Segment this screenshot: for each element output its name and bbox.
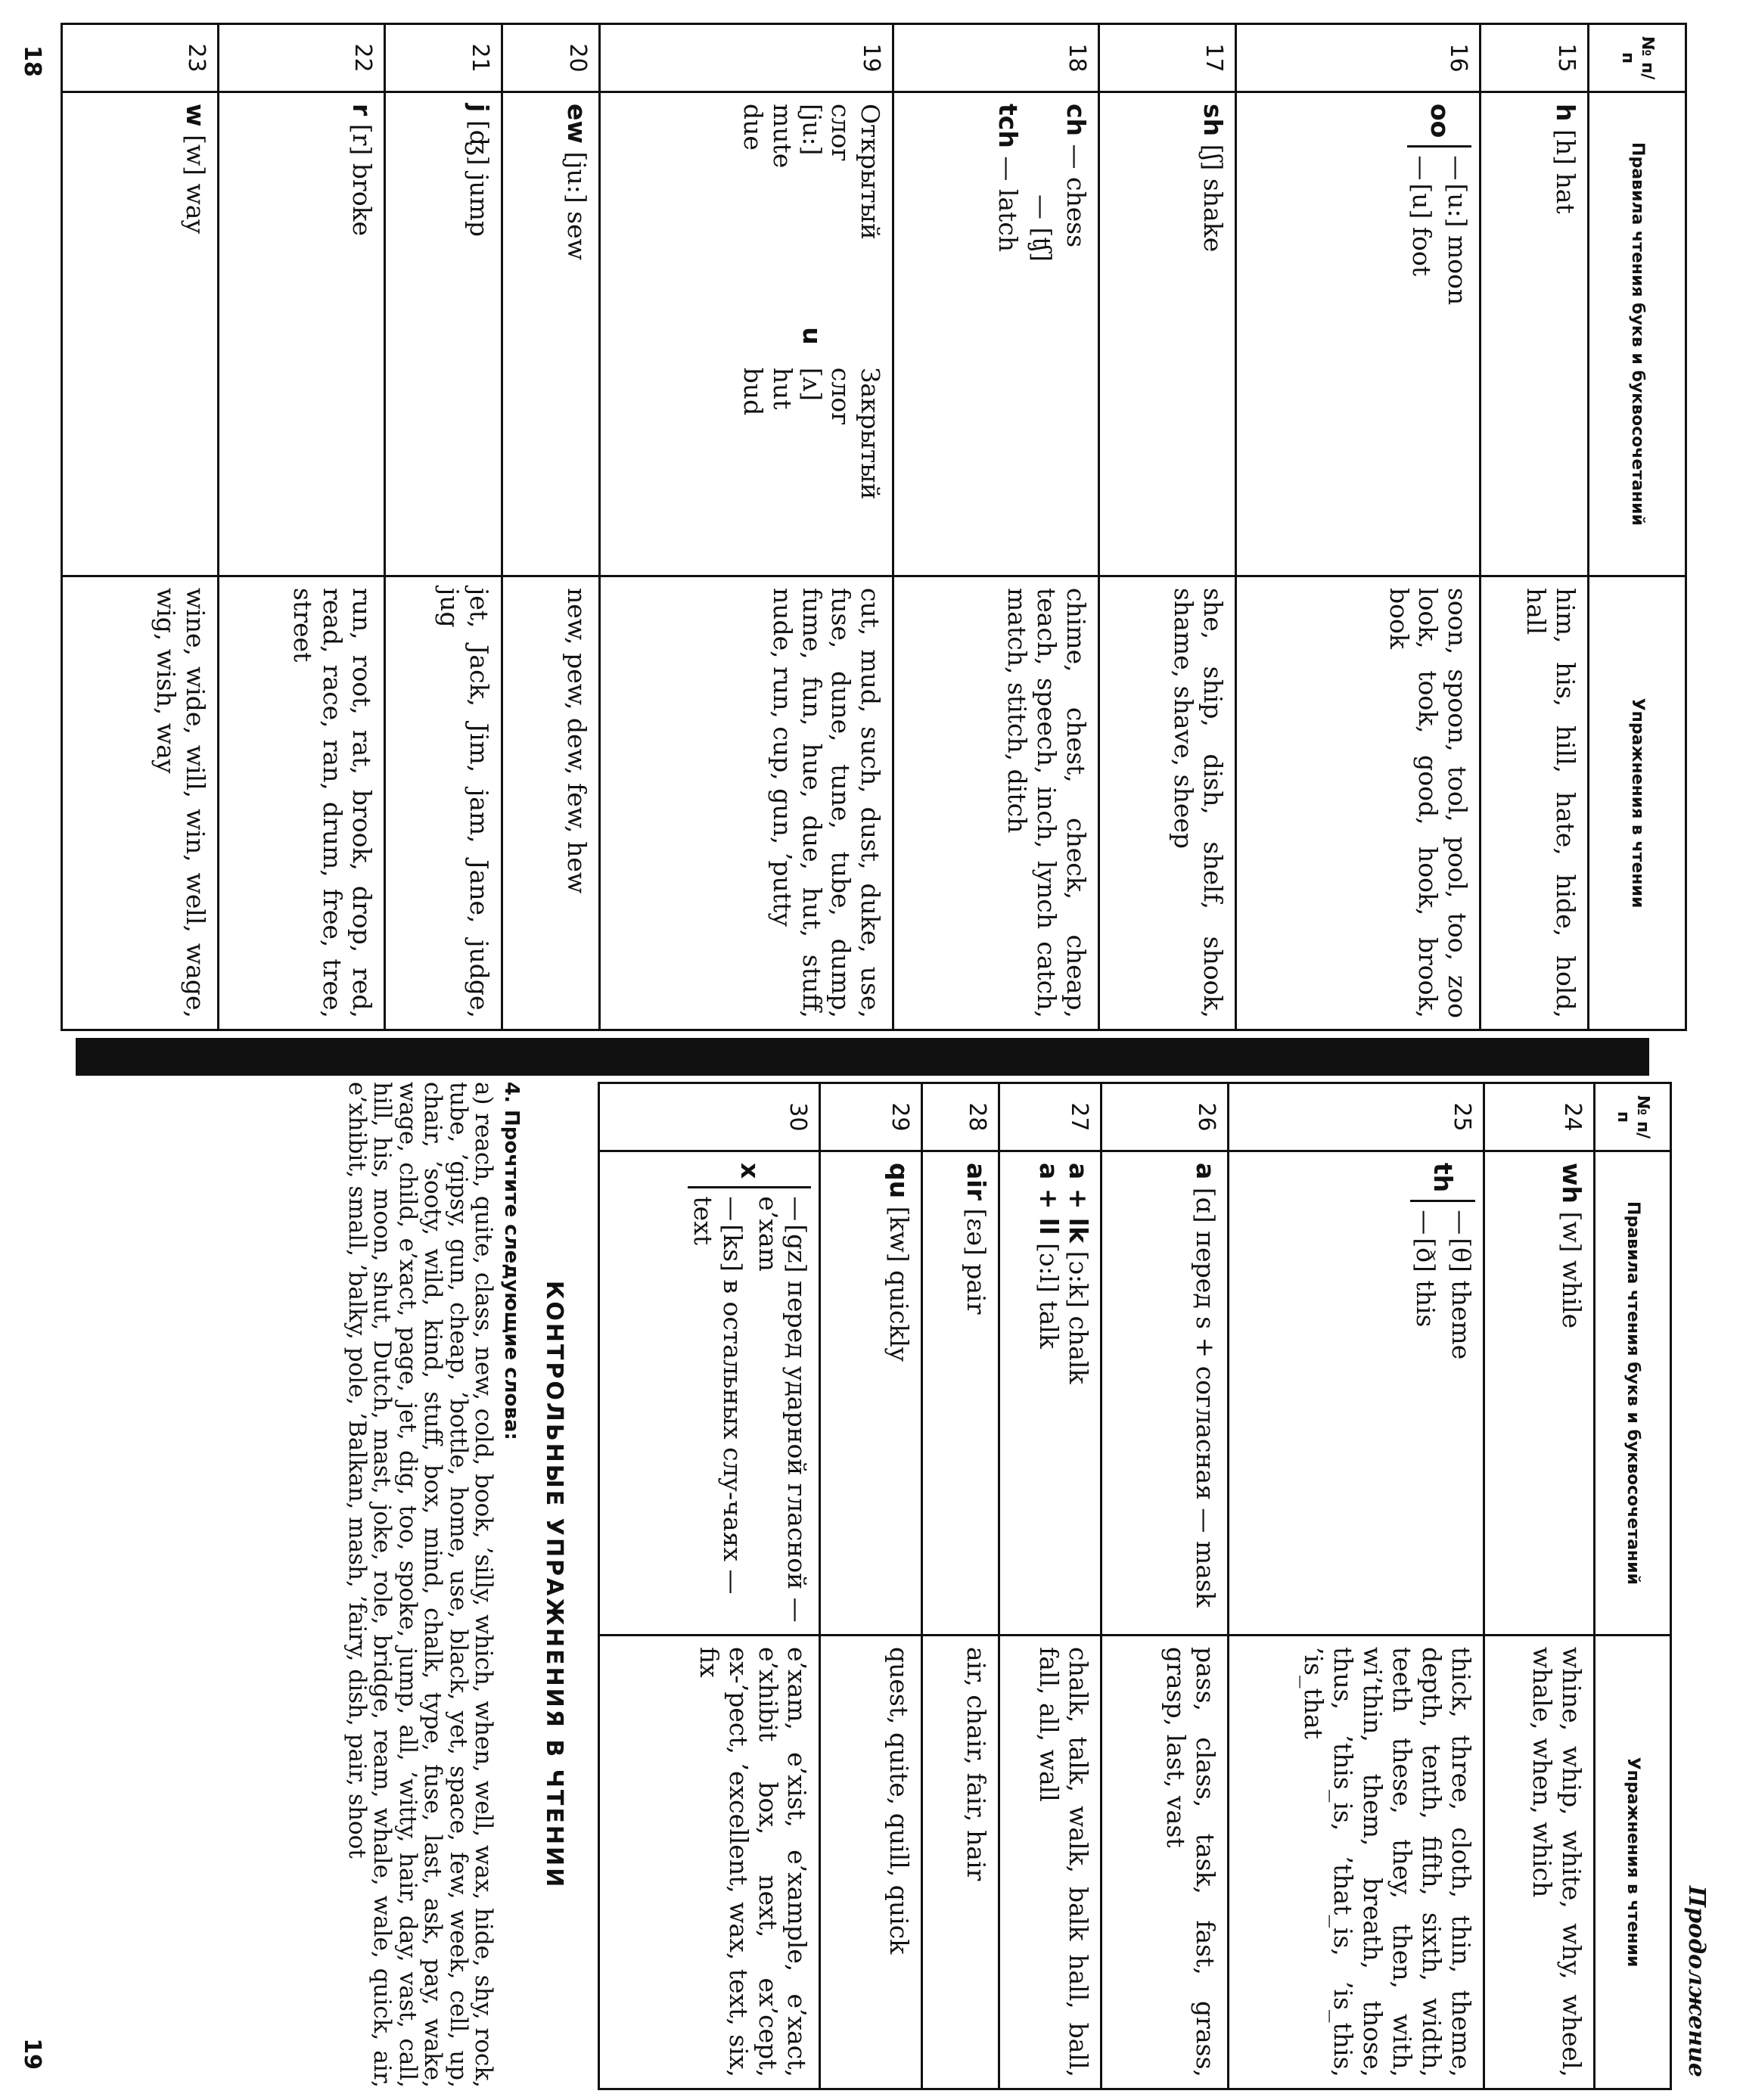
rule-text: [ɔ:l] talk (1033, 1243, 1064, 1349)
letter: r (346, 104, 377, 116)
table-header-row (1588, 24, 1686, 1030)
examples-cell: chime, chest, check, cheap, teach, speech, inch, lynch catch, match, stitch, ditch (893, 576, 1099, 1030)
row-number: 24 (1484, 1083, 1594, 1151)
table-row (820, 1083, 922, 2089)
rule-text: [ʤ] jump (465, 120, 495, 238)
row-number: 28 (922, 1083, 999, 1151)
branch-diagram (1407, 104, 1472, 305)
table-row (600, 24, 893, 1030)
row-number: 22 (219, 24, 385, 92)
letter: ch (1061, 104, 1092, 137)
page-18 (0, 0, 1740, 1036)
table-row (1484, 1083, 1594, 2089)
table-row (922, 1083, 999, 2089)
branch-item: — [ks] в остальных слу-чаях — text (688, 1196, 747, 1623)
row-number: 23 (62, 24, 219, 92)
table-header-row (1594, 1083, 1670, 2089)
rule-cell (219, 92, 385, 576)
examples-cell: wine, wide, will, win, well, wage, wig, wish, way (62, 576, 219, 1030)
page-number: 18 (19, 45, 45, 77)
header-rules: Правила чтения букв и буквосочетаний (1588, 92, 1686, 576)
rule-text: [h] hat (1550, 129, 1580, 214)
row-number: 29 (820, 1083, 922, 1151)
table-row (893, 24, 1099, 1030)
rule-text: latch (993, 188, 1024, 253)
letter: a + lk (1063, 1163, 1093, 1244)
examples-cell: cut, mud, such, dust, duke, use, fuse, dune, tune, tube, dump, fume, fun, hue, due, hut, stuff, nude, run, cup, gun, ’putty (600, 576, 893, 1030)
syllable-item: [ju:] (797, 104, 827, 156)
letter: qu (884, 1163, 915, 1199)
branch-item: — [u] foot (1407, 155, 1437, 305)
table-row (1101, 1083, 1229, 2089)
letter: h (1550, 104, 1580, 122)
rule-text: [kw] quickly (884, 1206, 915, 1362)
examples-cell: pass, class, task, fast, grass, grasp, last, vast (1101, 1636, 1229, 2089)
letter: tch (993, 104, 1024, 148)
rule-text: [r] broke (346, 123, 377, 237)
table-row (219, 24, 385, 1030)
rule-text: [w] while (1556, 1211, 1586, 1329)
control-exercises-section (343, 1082, 567, 2088)
syllable-item: hut (767, 367, 797, 410)
section-title: КОНТРОЛЬНЫЕ УПРАЖНЕНИЯ В ЧТЕНИИ (541, 1280, 567, 1890)
syllable-diagram (738, 104, 885, 564)
syllable-label: Закрытый слог (826, 367, 886, 500)
rule-cell (922, 1151, 999, 1636)
rule-cell (1484, 1151, 1594, 1636)
reading-rules-table-right (598, 1082, 1672, 2090)
letter: wh (1556, 1163, 1586, 1204)
examples-cell: run, root, rat, brook, drop, red, read, race, ran, drum, free, tree, street (219, 576, 385, 1030)
examples-cell: chalk, talk, walk, balk hall, ball, fall, all, wall (999, 1636, 1101, 2089)
table-row (62, 24, 219, 1030)
book-gutter (76, 1038, 1649, 1076)
examples-cell: quest, quite, quill, quick (820, 1636, 922, 2089)
rule-cell (384, 92, 502, 576)
letter: sh (1198, 104, 1229, 137)
examples-cell: jet, Jack, Jim, jam, Jane, judge, jug (384, 576, 502, 1030)
examples-cell: soon, spoon, tool, pool, too, zoo look, took, good, hook, brook, book (1236, 576, 1481, 1030)
task-instruction: 4. Прочтите следующие слова: (500, 1082, 523, 1440)
row-number: 27 (999, 1083, 1101, 1151)
header-rules: Правила чтения букв и буквосочетаний (1594, 1151, 1670, 1636)
branch-item: — [θ] theme (1446, 1210, 1475, 1359)
row-number: 21 (384, 24, 502, 92)
branch-item: — [gz] перед ударной гласной — e’xam (753, 1196, 812, 1623)
table-row (1229, 1083, 1484, 2089)
rule-cell (600, 92, 893, 576)
rule-cell (1481, 92, 1588, 576)
rule-text: [ɔ:k] chalk (1063, 1250, 1093, 1384)
table-row (599, 1083, 820, 2089)
continuation-label: Продолжение (1683, 1885, 1710, 2077)
row-number: 20 (502, 24, 600, 92)
header-exercises: Упражнения в чтении (1588, 576, 1686, 1030)
rule-cell (999, 1151, 1101, 1636)
table-row (502, 24, 600, 1030)
branch-item: — [u:] moon (1442, 155, 1471, 305)
bracket (1407, 145, 1472, 305)
letter: ew (562, 104, 592, 144)
rule-cell (1236, 92, 1481, 576)
examples-cell: him, his, hill, hate, hide, hold, hall (1481, 576, 1588, 1030)
vowel-letter: u (797, 327, 827, 345)
row-number: 15 (1481, 24, 1588, 92)
page-number: 19 (19, 2038, 45, 2070)
letter: w (181, 104, 211, 127)
letter: a (1191, 1163, 1221, 1180)
syllable-item: due (738, 104, 768, 151)
syllable-label: Открытый слог (826, 104, 886, 240)
row-number: 18 (893, 24, 1099, 92)
letter: j (465, 104, 495, 113)
letter: x (735, 1163, 766, 1179)
rule-cell: ch — chess — [ʧ] tch — latch (893, 92, 1099, 576)
reading-rules-table-left (61, 23, 1687, 1031)
rule-cell (1101, 1151, 1229, 1636)
rule-text: chess (1061, 177, 1092, 248)
table-row (999, 1083, 1101, 2089)
table-row (1236, 24, 1481, 1030)
header-num: № п/п (1594, 1083, 1670, 1151)
rule-cell (1229, 1151, 1484, 1636)
branch-diagram (688, 1163, 812, 1623)
examples-cell: she, ship, dish, shelf, shook, shame, shave, sheep (1099, 576, 1236, 1030)
row-number: 25 (1229, 1083, 1484, 1151)
branch-item: — [ð] this (1410, 1210, 1440, 1359)
examples-cell: whine, whip, white, why, wheel, whale, when, which (1484, 1636, 1594, 2089)
syllable-item: [ʌ] (797, 367, 827, 402)
rule-cell (820, 1151, 922, 1636)
row-number: 19 (600, 24, 893, 92)
letter: oo (1425, 104, 1455, 138)
branch-diagram (1410, 1163, 1475, 1359)
examples-cell: e’xam, e’xist, e’xample, e’xact, e’xhibit box, next, ex’cept, ex-’pect, ’excellent, wax, text, six, fix (599, 1636, 820, 2089)
row-number: 16 (1236, 24, 1481, 92)
letter: air (961, 1163, 991, 1201)
rule-cell (62, 92, 219, 576)
syllable-item: bud (738, 367, 768, 416)
examples-cell: thick, three, cloth, thin, theme, depth, tenth, fifth, sixth, width, teeth these, they, then, with, wi’thin, them, breath, those, thus, ’this_is, ’that_is, ’is_this, ’is_that (1229, 1636, 1484, 2089)
row-number: 17 (1099, 24, 1236, 92)
row-number: 26 (1101, 1083, 1229, 1151)
examples-cell: new, pew, dew, few, hew (502, 576, 600, 1030)
bracket (1410, 1200, 1475, 1359)
rule-cell (502, 92, 600, 576)
rule-text: [ʧ] (1027, 227, 1058, 262)
table-row (1099, 24, 1236, 1030)
table-row (384, 24, 502, 1030)
letter: a + ll (1033, 1163, 1064, 1235)
rule-text: [w] way (181, 135, 211, 235)
rule-text: [ɑ] перед s + согласная — mask (1191, 1187, 1221, 1608)
examples-cell: air, chair, fair, hair (922, 1636, 999, 2089)
rule-cell (599, 1151, 820, 1636)
syllable-item: mute (767, 104, 797, 169)
rule-text: [ɛə] pair (961, 1208, 991, 1315)
rule-text: [ʃ] shake (1198, 144, 1229, 253)
table-row (1481, 24, 1588, 1030)
word-list: а) reach, quite, class, new, cold, book, ’silly, which, when, well, wax, hide, shy, rock, tube, ’gipsy, gun, cheap, ’bottle, home, use, black, yet, space, few, week, cell, up, chair, ’sooty, wild, kind, stuff, box, mind, chalk, type, fuse, last, ask, pay, wake, wage, child, e’xact, page, jet, dig, too, spoke, jump, all, ’witty, hair, day, vast, call, hill, his, moon, shut, Dutch, mast, joke, role, bridge, ream, whale, wale, quick, air, e’xhibit, small, ’balky, pole, ’Balkan, mash, ’fairy, dish, pair, shoot (343, 1082, 497, 2088)
page-19 (0, 1082, 1740, 2100)
rule-cell (1099, 92, 1236, 576)
row-number: 30 (599, 1083, 820, 1151)
bracket (688, 1186, 812, 1623)
header-num: № п/п (1588, 24, 1686, 92)
letter: th (1428, 1163, 1459, 1193)
rule-text: [ju:] sew (562, 151, 592, 260)
header-exercises: Упражнения в чтении (1594, 1636, 1670, 2089)
